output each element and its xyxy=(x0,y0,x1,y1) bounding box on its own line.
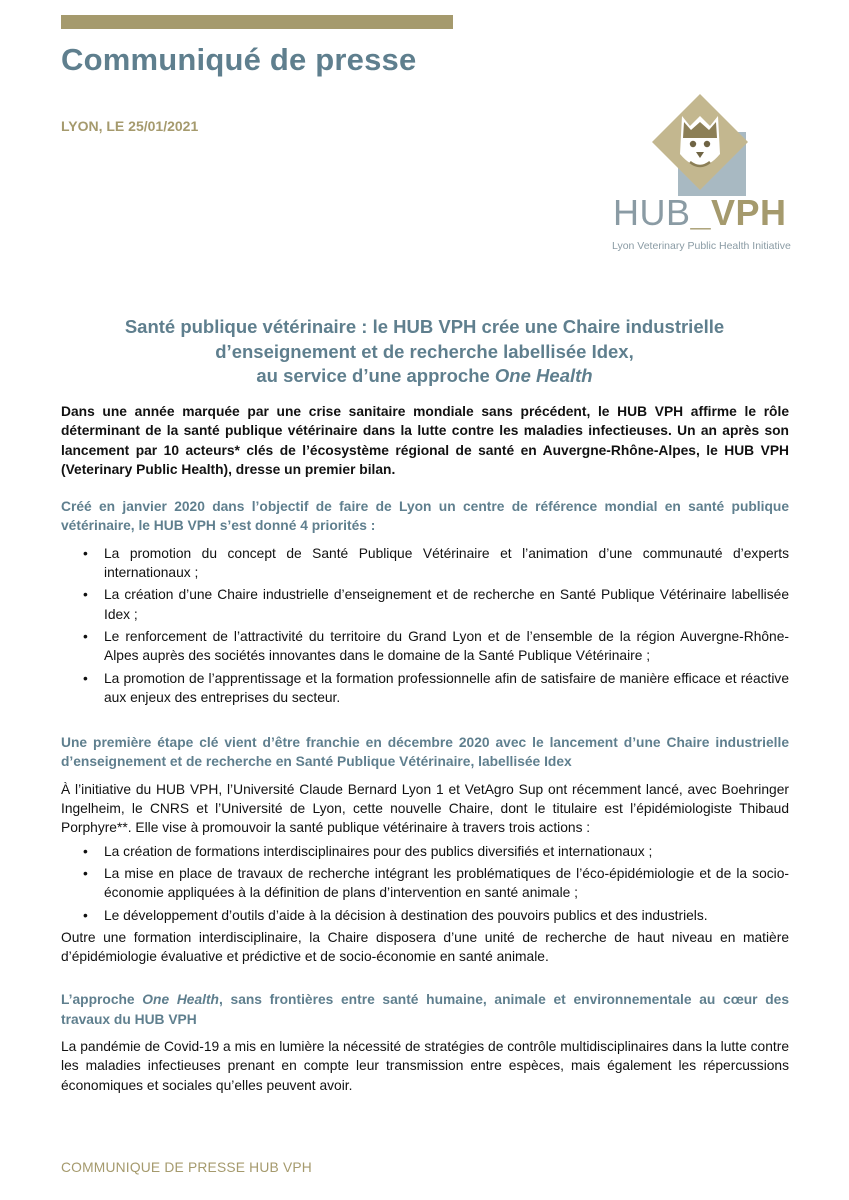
logo-wordmark xyxy=(613,192,787,234)
list-item: • Le développement d’outils d’aide à la décision à destination des pouvoirs publics et des industriels. xyxy=(61,906,789,925)
headline-line-3-text: au service d’une approche xyxy=(256,365,495,387)
section-3-heading-prefix: L’approche xyxy=(61,992,143,1008)
headline-one-health: One Health xyxy=(494,365,593,387)
page-footer: COMMUNIQUE DE PRESSE HUB VPH xyxy=(61,1160,312,1175)
list-item: • La mise en place de travaux de recherche intégrant les problématiques de l’éco-épidémiologie et de la socio-économie appliquées à la définition de plans d’intervention en santé animale ; xyxy=(61,864,789,903)
dateline: LYON, LE 25/01/2021 xyxy=(61,118,199,134)
list-item: • La création de formations interdisciplinaires pour des publics diversifiés et internationaux ; xyxy=(61,842,789,861)
headline-line-3 xyxy=(61,364,788,389)
section-2-outro: Outre une formation interdisciplinaire, la Chaire disposera d’une unité de recherche de haut niveau en matière d’épidémiologie évaluative et prédictive et de socio-économie en santé animale. xyxy=(61,929,789,965)
article-body xyxy=(61,402,789,1095)
lead-paragraph: Dans une année marquée par une crise sanitaire mondiale sans précédent, le HUB VPH affirme le rôle déterminant de la santé publique vétérinaire dans la lutte contre les maladies infectieuses. Un an après son lancement par 10 acteurs* clés de l’écosystème régional de santé en Auvergne-Rhône-Alpes, le HUB VPH (Veterinary Public Health), dresse un premier bilan. xyxy=(61,404,789,477)
section-1-list xyxy=(61,544,789,707)
headline-line-2: d’enseignement et de recherche labellisée Idex, xyxy=(215,340,634,362)
section-2-heading: Une première étape clé vient d’être franchie en décembre 2020 avec le lancement d’une Chaire industrielle d’enseignement et de recherche en Santé Publique Vétérinaire, labellisée Idex xyxy=(61,735,789,770)
section-3-heading-suffix: , sans frontières entre santé humaine, animale et environnementale au cœur des travaux du HUB VPH xyxy=(61,992,789,1027)
section-3-body: La pandémie de Covid-19 a mis en lumière la nécessité de stratégies de contrôle multidisciplinaires dans la lutte contre les maladies infectieuses prenant en compte leur transmission entre espèces, mais également les répercussions économiques et sociales qu’elles peuvent avoir. xyxy=(61,1039,789,1093)
list-item: • La promotion du concept de Santé Publique Vétérinaire et l’animation d’une communauté d’experts internationaux ; xyxy=(61,544,789,583)
logo-tagline: Lyon Veterinary Public Health Initiative xyxy=(612,240,791,252)
page-title: Communiqué de presse xyxy=(61,42,417,77)
section-3-heading xyxy=(61,990,789,1029)
list-item: • Le renforcement de l’attractivité du territoire du Grand Lyon et de l’ensemble de la région Auvergne-Rhône-Alpes auprès des sociétés innovantes dans le domaine de la Santé Publique Vétérinaire ; xyxy=(61,627,789,666)
section-1-heading: Créé en janvier 2020 dans l’objectif de faire de Lyon un centre de référence mondial en santé publique vétérinaire, le HUB VPH s’est donné 4 priorités : xyxy=(61,499,789,534)
list-item: • La promotion de l’apprentissage et la formation professionnelle afin de satisfaire de manière efficace et réactive aux enjeux des entreprises du secteur. xyxy=(61,669,789,708)
lion-logo-icon xyxy=(642,92,758,204)
logo-hub: HUB xyxy=(613,192,691,233)
hub-vph-logo xyxy=(605,92,795,262)
headline xyxy=(61,315,788,389)
section-2-intro: À l’initiative du HUB VPH, l’Université Claude Bernard Lyon 1 et VetAgro Sup ont récemment lancé, avec Boehringer Ingelheim, le CNRS et l’Université de Lyon, cette nouvelle Chaire, dont le titulaire est l’épidémiologiste Thibaud Porphyre**. Elle vise à promouvoir la santé publique vétérinaire à travers trois actions : xyxy=(61,781,789,836)
section-2-list xyxy=(61,842,789,925)
headline-line-1: Santé publique vétérinaire : le HUB VPH crée une Chaire industrielle xyxy=(124,316,725,338)
logo-vph: _VPH xyxy=(690,192,787,233)
section-3-heading-em: One Health xyxy=(142,992,219,1008)
list-item: • La création d’une Chaire industrielle d’enseignement et de recherche en Santé Publique Vétérinaire labellisée Idex ; xyxy=(61,585,789,624)
header-rule xyxy=(61,15,453,29)
